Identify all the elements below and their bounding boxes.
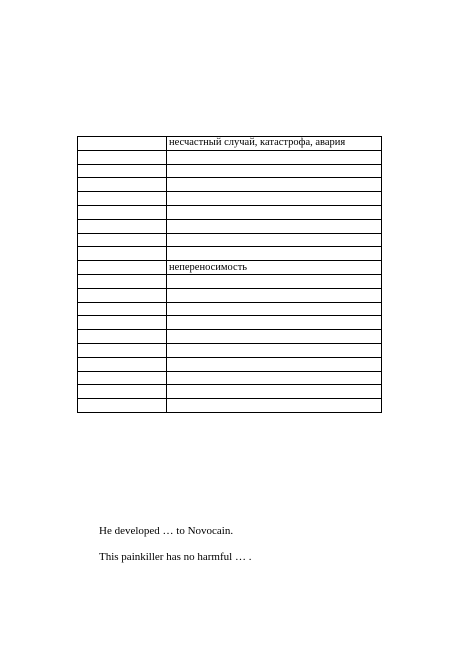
- vocabulary-table: [77, 136, 382, 413]
- table-row: [78, 302, 382, 316]
- term-cell: [78, 302, 167, 316]
- table-row: [78, 330, 382, 344]
- term-cell: [78, 371, 167, 385]
- term-cell: [78, 399, 167, 413]
- term-cell: [78, 137, 167, 151]
- term-cell: [78, 233, 167, 247]
- term-cell: [78, 357, 167, 371]
- term-cell: [78, 261, 167, 275]
- translation-cell: [167, 233, 382, 247]
- term-cell: [78, 274, 167, 288]
- term-cell: [78, 219, 167, 233]
- table-row: [78, 385, 382, 399]
- translation-cell: [167, 357, 382, 371]
- table-row: [78, 233, 382, 247]
- exercise-sentence-2: This painkiller has no harmful … .: [99, 551, 252, 563]
- term-cell: [78, 150, 167, 164]
- table-row: [78, 219, 382, 233]
- translation-cell: [167, 371, 382, 385]
- table-row: [78, 192, 382, 206]
- translation-cell: несчастный случай, катастрофа, авария: [167, 137, 382, 151]
- term-cell: [78, 385, 167, 399]
- table-row: [78, 288, 382, 302]
- translation-cell: [167, 205, 382, 219]
- term-cell: [78, 178, 167, 192]
- translation-cell: [167, 302, 382, 316]
- translation-cell: непереносимость: [167, 261, 382, 275]
- translation-cell: [167, 274, 382, 288]
- table-row: [78, 261, 382, 275]
- term-cell: [78, 330, 167, 344]
- term-cell: [78, 192, 167, 206]
- term-cell: [78, 164, 167, 178]
- table-row: [78, 274, 382, 288]
- translation-cell: [167, 178, 382, 192]
- translation-cell: [167, 385, 382, 399]
- table-row: [78, 137, 382, 151]
- table-row: [78, 371, 382, 385]
- table-row: [78, 178, 382, 192]
- translation-cell: [167, 399, 382, 413]
- translation-cell: [167, 330, 382, 344]
- term-cell: [78, 288, 167, 302]
- translation-cell: [167, 288, 382, 302]
- table-row: [78, 247, 382, 261]
- table-row: [78, 357, 382, 371]
- table-row: [78, 150, 382, 164]
- translation-cell: [167, 164, 382, 178]
- term-cell: [78, 205, 167, 219]
- term-cell: [78, 247, 167, 261]
- table-row: [78, 164, 382, 178]
- translation-cell: [167, 247, 382, 261]
- table-row: [78, 399, 382, 413]
- translation-cell: [167, 192, 382, 206]
- term-cell: [78, 343, 167, 357]
- table-row: [78, 343, 382, 357]
- translation-cell: [167, 150, 382, 164]
- translation-cell: [167, 219, 382, 233]
- table-row: [78, 205, 382, 219]
- exercise-sentence-1: He developed … to Novocain.: [99, 525, 234, 537]
- term-cell: [78, 316, 167, 330]
- translation-cell: [167, 343, 382, 357]
- table-row: [78, 316, 382, 330]
- translation-cell: [167, 316, 382, 330]
